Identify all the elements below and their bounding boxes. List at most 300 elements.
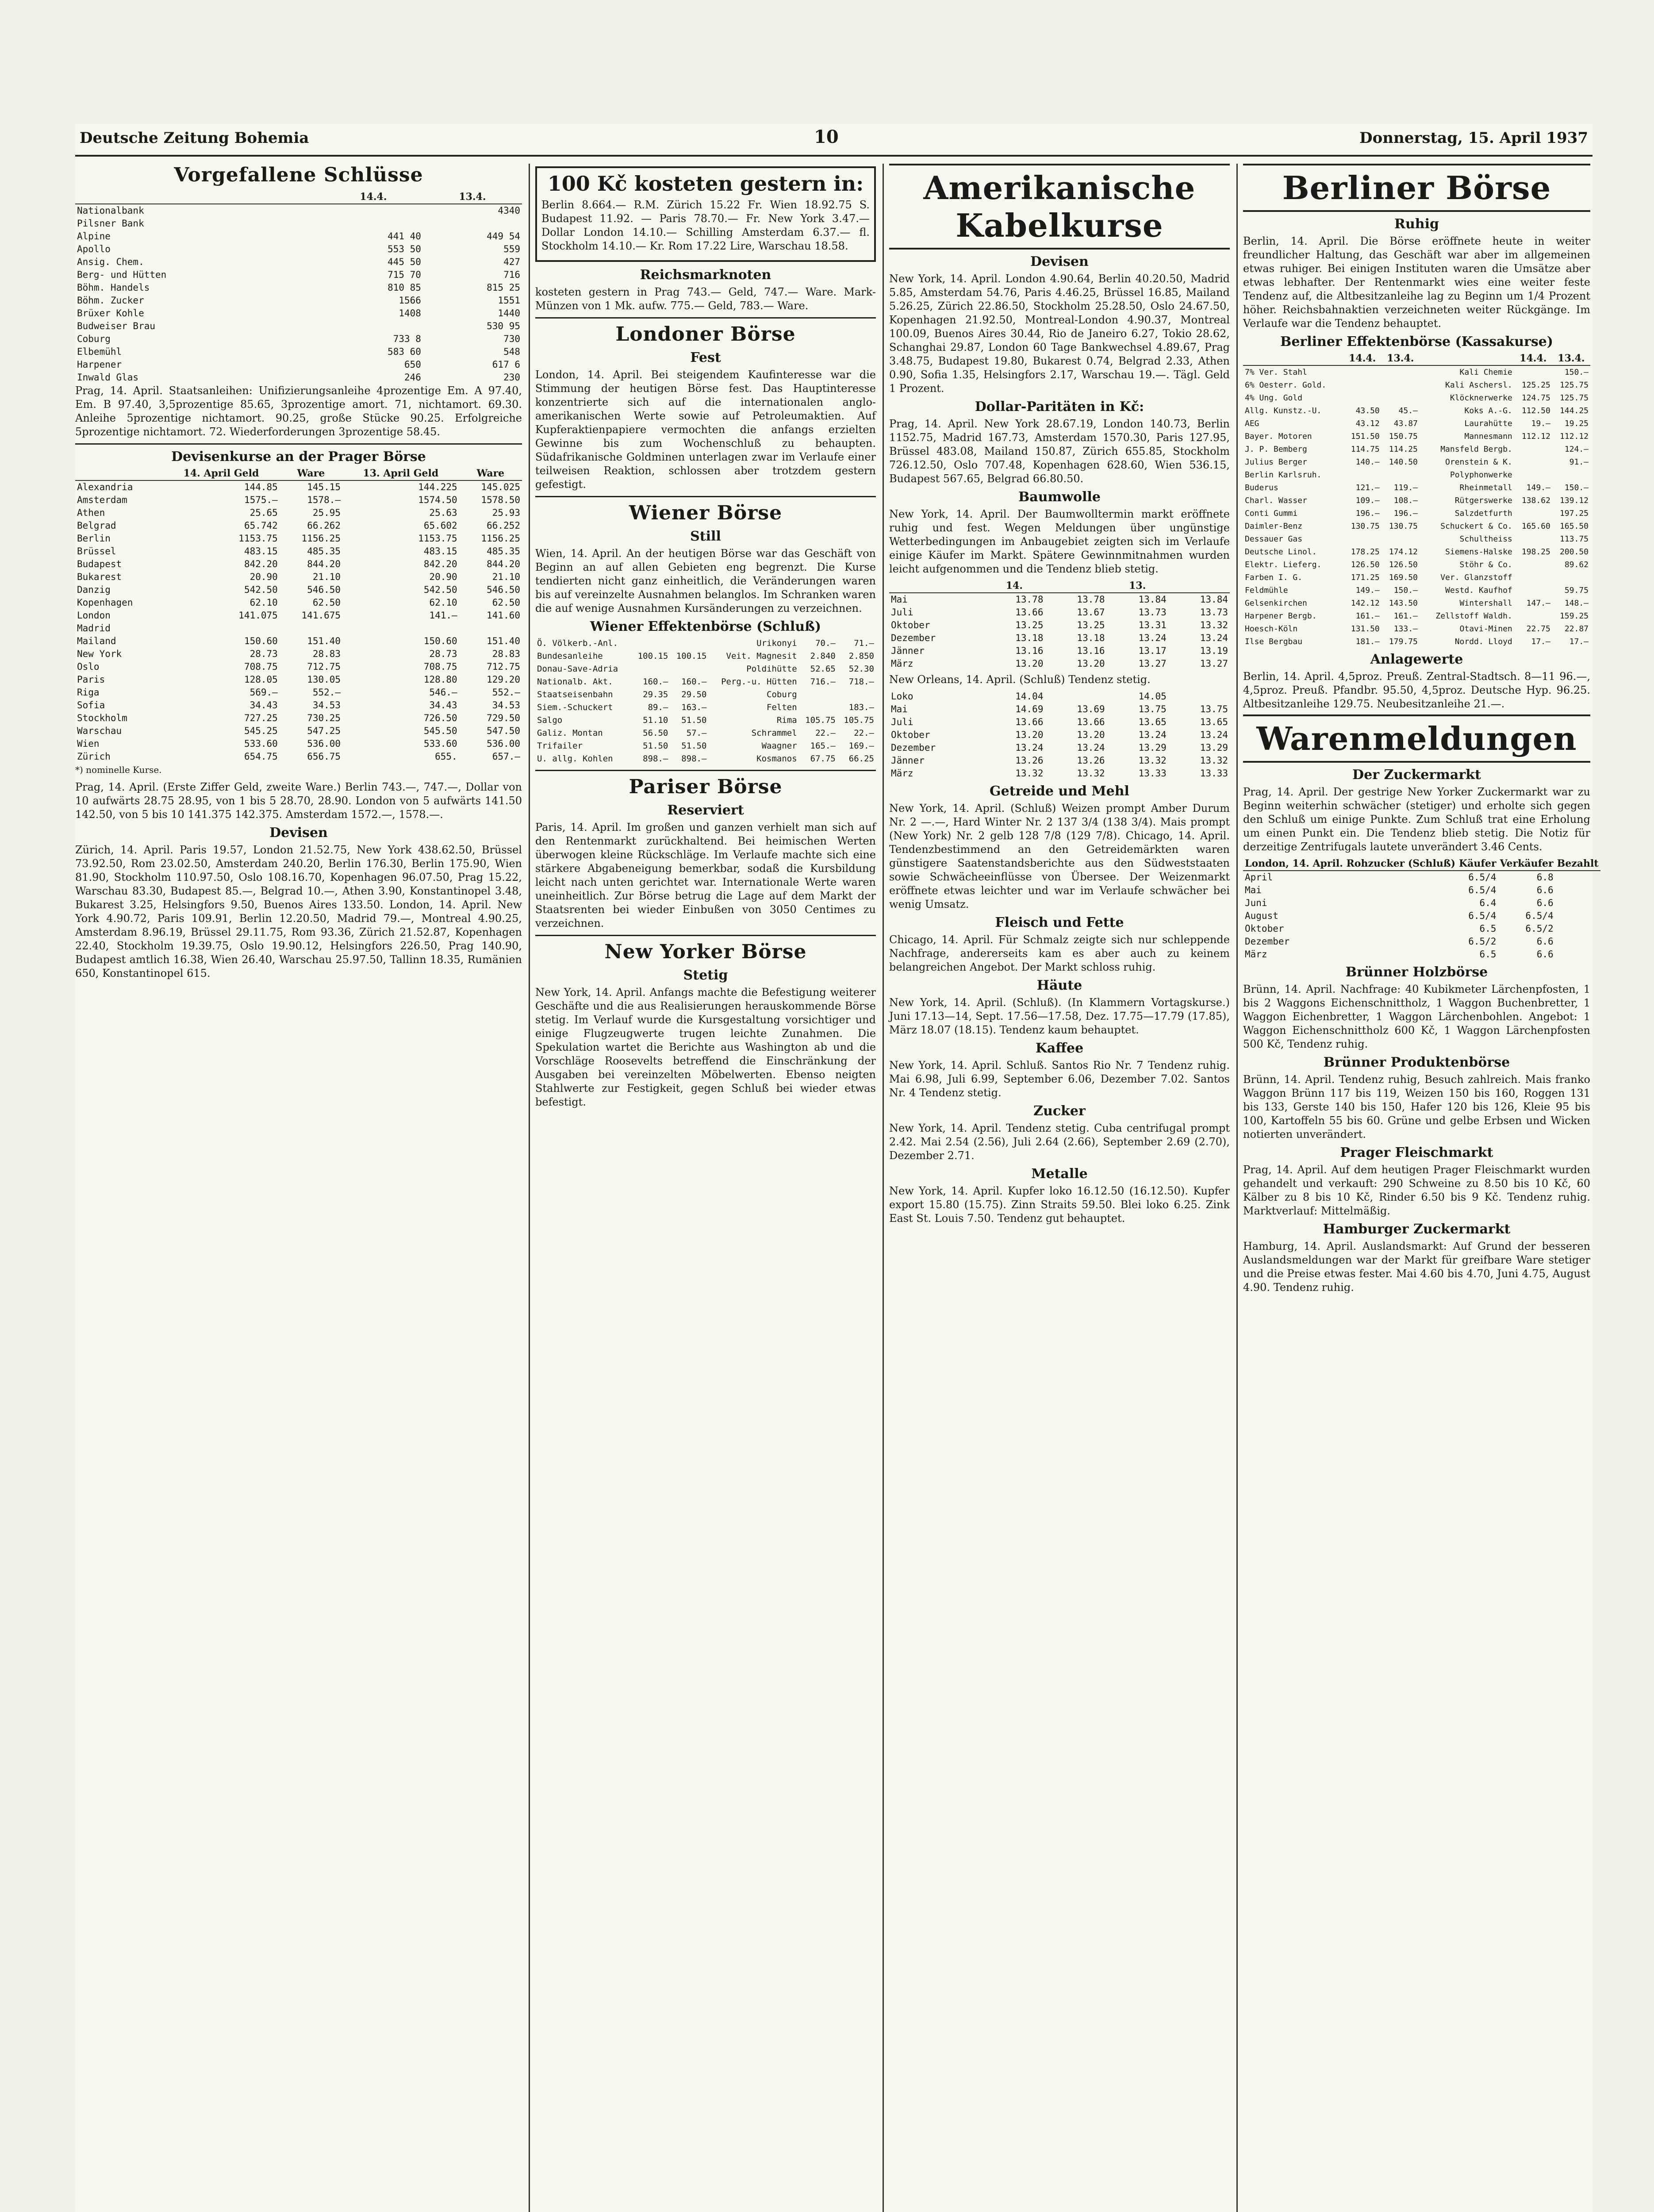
table-cell: Staatseisenbahn — [537, 690, 613, 699]
table-cell: Rütgerswerke — [1454, 496, 1512, 505]
table-cell: 51.50 — [681, 715, 707, 725]
table-row — [889, 754, 1230, 767]
table-row — [75, 217, 522, 230]
table-cell: 13.29 — [1200, 742, 1228, 753]
table-cell: Elektr. Lieferg. — [1245, 560, 1322, 569]
section-title-kaffee: Kaffee — [1035, 1041, 1084, 1056]
table-cell: 13.24 — [1200, 730, 1228, 740]
table-cell: 712.75 — [307, 661, 341, 672]
table-cell: 28.73 — [249, 649, 278, 659]
table-row — [1243, 635, 1590, 648]
table-cell: 165.— — [810, 741, 836, 751]
table-cell: Danzig — [77, 584, 111, 595]
table-cell: Paris — [77, 674, 105, 685]
pariser-subtitle: Reserviert — [667, 803, 744, 818]
table-cell: Klöcknerwerke — [1450, 393, 1512, 403]
table-cell: Böhm. Handels — [77, 282, 150, 293]
produktenboerse-text: Brünn, 14. April. Tendenz ruhig, Besuch zahlreich. Mais franko Waggon Brünn 117 bis 119, Weizen 150 bis 160, Roggen 131 bis 133, Gerste 140 bis 150, Hafer 120 bis 126, Kleie 95 bis 100, Kartoffeln 55 bis 60. Grüne und gelbe Erbsen und Wicken notierten unverändert. — [1243, 1073, 1590, 1141]
table-cell: Nordd. Lloyd — [1454, 637, 1512, 646]
table-cell: 150.60 — [244, 636, 278, 646]
table-cell: 112.50 — [1521, 406, 1550, 415]
section-title-anlagewerte: Anlagewerte — [1370, 652, 1463, 667]
table-cell: 150.— — [1564, 368, 1589, 377]
table-row — [1243, 456, 1590, 469]
table-cell — [631, 663, 670, 676]
table-cell: 1578.— — [307, 495, 341, 505]
table-cell: 483.15 — [423, 546, 457, 557]
issue-date: Donnerstag, 15. April 1937 — [1359, 129, 1588, 147]
table-row — [889, 632, 1230, 645]
table-cell: 183.— — [848, 703, 874, 712]
table-cell: 128.80 — [423, 674, 457, 685]
table-cell: Berg- und Hütten — [77, 269, 167, 280]
table-cell: 6.4 — [1479, 898, 1497, 908]
table-cell: 13.26 — [1077, 755, 1105, 766]
table-cell: 815 25 — [487, 282, 520, 293]
table-cell: 112.12 — [1521, 432, 1550, 441]
table-cell: 6.5/4 — [1468, 910, 1497, 921]
table-row — [535, 637, 876, 650]
table-cell: 70.— — [815, 638, 836, 648]
table-cell — [1514, 571, 1552, 584]
table-cell: Juni — [1245, 898, 1267, 908]
baumwolle-table: 14. 13. Mai 13.78 13.78 13.84 13.84 Juli 13.66 13.67 13.73 13.73 Oktober 13.25 13.25 13.31 13.32 Dezember 13.18 13.18 13.24 13.24 Jänner 13.16 13.16 13.17 13.19 März 13.20 13.20 13.27 13.27 — [889, 580, 1230, 670]
table-cell: 141.675 — [301, 610, 341, 621]
section-title-haeute: Häute — [1036, 978, 1082, 993]
table-row — [1243, 935, 1600, 948]
table-cell: 13.78 — [1015, 594, 1044, 605]
newspaper-page — [75, 124, 1599, 2212]
table-cell: 142.12 — [1351, 599, 1380, 608]
section-title-fleisch-fette: Fleisch und Fette — [995, 915, 1124, 930]
table-cell: 66.262 — [307, 520, 341, 531]
table-cell: 6.5 — [1479, 923, 1497, 934]
table-cell: 13.75 — [1200, 704, 1228, 714]
table-cell: 6.5 — [1479, 949, 1497, 960]
table-row — [1243, 910, 1600, 922]
table-row — [75, 558, 522, 571]
table-cell: 28.73 — [429, 649, 457, 659]
table-row — [1243, 443, 1590, 456]
table-row — [75, 737, 522, 750]
section-title-new-yorker-boerse: New Yorker Börse — [604, 941, 807, 963]
table-cell: Mannesmann — [1464, 432, 1512, 441]
page-number: 10 — [814, 127, 839, 147]
section-title-metalle: Metalle — [1031, 1166, 1088, 1182]
table-cell: Poldihütte — [746, 664, 797, 674]
divider — [535, 317, 876, 319]
table-cell: Stockholm — [77, 713, 127, 723]
table-cell: 733 8 — [393, 334, 421, 344]
table-cell: 1574.50 — [418, 495, 457, 505]
table-row — [75, 661, 522, 673]
table-cell: 13.16 — [1077, 645, 1105, 656]
table-row — [75, 622, 522, 635]
table-cell: Westd. Kaufhof — [1445, 586, 1512, 595]
table-row — [75, 333, 522, 346]
table-cell: 718.— — [848, 677, 874, 687]
table-cell: 144.85 — [244, 482, 278, 492]
table-cell: Donau-Save-Adria — [537, 664, 618, 674]
table-row — [75, 307, 522, 320]
table-cell: Elbemühl — [77, 346, 122, 357]
table-cell — [670, 663, 708, 676]
table-cell — [423, 217, 522, 230]
table-cell: März — [1245, 949, 1267, 960]
table-cell: 6.6 — [1536, 936, 1554, 947]
berliner-effekten-table: 14.4. 13.4. 14.4. 13.4. 7% Ver. Stahl Kali Chemie 150.— 6% Oesterr. Gold. Kali Aschersl. 125.25 125.75 4% Ung. Gold Klöcknerwerke 124.75 125.75 Allg. Kunstz.-U. 43.50 45.— Koks A.-G. 112.50 144.25 AEG 43.12 43.87 Laurahütte 19.— 19.25 Bayer. Motoren 151.50 150.75 Mannesmann 112.12 112.12 J. P. Bemberg 114.75 114.25 Mansfeld Bergb. 124.— Julius Berger 140.— 140.50 Orenstein & K. 91.— Berlin Karlsruh. Polyphonwerke Buderus 121.— 119.— Rheinmetall 149.— 150.— Charl. Wasser 109.— 108.— Rütgerswerke 138.62 139.12 Conti Gummi 196.— 196.— Salzdetfurth 197.25 Daimler-Benz 130.75 130.75 Schuckert & Co. 165.60 165.50 Dessauer Gas Schultheiss 113.75 Deutsche Linol. 178.25 174.12 Siemens-Halske 198.25 200.50 Elektr. Lieferg. 126.50 126.50 Stöhr & Co. 89.62 Farben I. G. 171.25 169.50 Ver. Glanzstoff Feldmühle 149.— 150.— Westd. Kaufhof 59.75 Gelsenkirchen 142.12 143.50 Wintershall 147.— 148.— Harpener Bergb. 161.— 161.— Zellstoff Waldh. 159.25 Hoesch-Köln 131.50 133.— Otavi-Minen 22.75 22.87 Ilse Bergbau 181.— 179.75 Nordd. Lloyd 17.— 17.— — [1243, 352, 1590, 648]
table-cell: Juli — [891, 607, 913, 618]
table-cell: 165.50 — [1559, 522, 1589, 531]
table-cell: 730 — [503, 334, 520, 344]
column-2 — [535, 164, 876, 2212]
table-cell: 160.— — [681, 677, 707, 687]
table-cell: Alexandria — [77, 482, 133, 492]
table-cell: Loko — [891, 691, 913, 702]
table-row — [889, 767, 1230, 780]
london-subtitle: Fest — [690, 350, 721, 365]
column-3 — [889, 164, 1230, 2212]
section-title-vorgefallene-schluesse: Vorgefallene Schlüsse — [174, 164, 423, 186]
table-cell: 25.63 — [429, 507, 457, 518]
table-cell: 52.30 — [848, 664, 874, 674]
table-cell: Apollo — [77, 244, 111, 254]
table-cell: 13.78 — [1077, 594, 1105, 605]
table-cell: 22.— — [815, 728, 836, 738]
table-cell: 20.90 — [249, 572, 278, 582]
table-cell: 25.95 — [312, 507, 341, 518]
table-cell: 140.— — [1355, 457, 1380, 467]
table-cell: 13.27 — [1138, 658, 1167, 669]
table-cell — [1552, 469, 1590, 481]
table-cell: Budapest — [77, 559, 122, 569]
table-cell: Ilse Bergbau — [1245, 637, 1303, 646]
divider — [535, 770, 876, 771]
table-cell: 200.50 — [1559, 547, 1589, 557]
table-row — [1243, 430, 1590, 443]
table-cell: 163.— — [681, 703, 707, 712]
table-cell: Oktober — [1245, 923, 1284, 934]
table-cell: Rheinmetall — [1459, 483, 1512, 492]
table-cell: 141.60 — [487, 610, 520, 621]
table-row — [75, 281, 522, 294]
table-row — [1243, 469, 1590, 481]
table-cell: 56.50 — [643, 728, 668, 738]
table-cell: 6.6 — [1536, 949, 1554, 960]
table-row — [75, 269, 522, 281]
table-cell: 727.25 — [244, 713, 278, 723]
table-row — [1243, 365, 1590, 379]
table-cell: Orenstein & K. — [1445, 457, 1512, 467]
table-cell — [1514, 507, 1552, 520]
table-cell — [837, 688, 876, 701]
table-cell: Otavi-Minen — [1459, 624, 1512, 634]
table-row — [535, 740, 876, 753]
table-cell: Alpine — [77, 231, 111, 242]
table-row — [535, 688, 876, 701]
table-cell: 25.65 — [249, 507, 278, 518]
table-cell: Ansig. Chem. — [77, 257, 144, 267]
table-row — [75, 294, 522, 307]
wiener-effekten-table — [535, 637, 876, 765]
table-cell: 130.75 — [1389, 522, 1418, 531]
table-cell: 1156.25 — [481, 533, 520, 544]
section-title-londoner-boerse: Londoner Börse — [615, 323, 796, 346]
kaffee-text: New York, 14. April. Schluß. Santos Rio Nr. 7 Tendenz ruhig. Mai 6.98, Juli 6.99, September 6.06, Dezember 7.02. Santos Nr. 4 Tendenz stetig. — [889, 1059, 1230, 1099]
table-cell: 810 85 — [388, 282, 421, 293]
table-cell: Conti Gummi — [1245, 509, 1298, 518]
table-cell: 13.26 — [1015, 755, 1044, 766]
table-cell: 13.32 — [1200, 755, 1228, 766]
table-cell: 546.50 — [487, 584, 520, 595]
banknoten-text: Prag, 14. April. (Erste Ziffer Geld, zweite Ware.) Berlin 743.—, 747.—, Dollar von 10 aufwärts 28.75 28.95, von 1 bis 5 28.70, 28.90. London von 5 aufwärts 141.50 142.50, von 5 bis 10 141.375 142.375. Amsterdam 1572.—, 1578.—. — [75, 781, 522, 821]
table-cell: 124.75 — [1521, 393, 1550, 403]
table-cell: 147.— — [1526, 599, 1550, 608]
table-cell: Berlin Karlsruh. — [1245, 470, 1322, 480]
table-cell: 617 6 — [492, 359, 520, 370]
table-cell: 657.— — [492, 751, 520, 762]
table-cell: Waagner — [761, 741, 797, 751]
table-cell: Mai — [891, 594, 908, 605]
table-cell: 105.75 — [805, 715, 836, 725]
table-row — [1243, 571, 1590, 584]
table-cell — [280, 622, 342, 635]
haeute-text: New York, 14. April. (Schluß). (In Klammern Vortagskurse.) Juni 17.13—14, Sept. 17.56—17.58, Dez. 17.75—17.79 (17.85), März 18.07 (18.15). Tendenz kaum behauptet. — [889, 996, 1230, 1036]
table-cell: 730.25 — [307, 713, 341, 723]
table-cell: 1575.— — [244, 495, 278, 505]
table-cell: Kopenhagen — [77, 597, 133, 608]
table-cell — [1382, 379, 1420, 392]
table-cell: 130.75 — [1351, 522, 1380, 531]
table-cell: Rima — [776, 715, 797, 725]
table-cell: 536.00 — [307, 738, 341, 749]
table-cell — [799, 688, 837, 701]
table-cell: 546.50 — [307, 584, 341, 595]
section-title-wiener-effekten: Wiener Effektenbörse (Schluß) — [590, 619, 821, 634]
table-cell: 13.32 — [1015, 768, 1044, 779]
table-cell — [342, 622, 459, 635]
table-cell: 174.12 — [1389, 547, 1418, 557]
table-row — [75, 699, 522, 712]
table-cell: 13.84 — [1138, 594, 1167, 605]
table-cell: 1578.50 — [481, 495, 520, 505]
table-cell: Kosmanos — [756, 754, 797, 764]
table-cell: 552.— — [312, 687, 341, 698]
table-cell: Kali Aschersl. — [1445, 380, 1512, 390]
table-cell: 13.65 — [1138, 717, 1167, 727]
table-row — [75, 648, 522, 661]
table-cell — [1514, 558, 1552, 571]
table-cell: 536.00 — [487, 738, 520, 749]
table-cell: Warschau — [77, 726, 122, 736]
section-title-baumwolle: Baumwolle — [1018, 489, 1101, 505]
table-cell: Mansfeld Bergb. — [1440, 445, 1512, 454]
table-cell: 150.60 — [423, 636, 457, 646]
staatsanleihen-text: Prag, 14. April. Staatsanleihen: Unifizierungsanleihe 4prozentige Em. A 97.40, Em. B 97.40, 3,5prozentige 85.65, 3prozentige amort. 71, nichtamort. 69.30. Anleihe 5prozentige nichtamort. 90.25, große Stücke 90.25. Erfolgreiche 5prozentige nichtamort. 72. Wiederforderungen 3prozentige 58.45. — [75, 384, 522, 438]
table-cell: Veit. Magnesit — [726, 651, 797, 661]
table-row — [889, 657, 1230, 670]
rohzucker-table: London, 14. April. Rohzucker (Schluß) Käufer Verkäufer Bezahlt April 6.5/4 6.8 Mai 6.5/4 6.6 Juni 6.4 6.6 August 6.5/4 6.5/4 Oktober 6.5 6.5/2 Dezember 6.5/2 6.6 März 6.5 6.6 — [1243, 857, 1600, 961]
table-cell: 126.50 — [1389, 560, 1418, 569]
table-cell: 542.50 — [244, 584, 278, 595]
table-cell: 51.10 — [643, 715, 668, 725]
table-cell: 17.— — [1531, 637, 1550, 646]
table-row — [75, 204, 522, 217]
table-cell: Felten — [767, 703, 797, 712]
table-cell: 6.5/2 — [1468, 936, 1497, 947]
table-row — [535, 663, 876, 676]
table-row — [75, 243, 522, 256]
section-title-fleischmarkt: Prager Fleischmarkt — [1340, 1145, 1493, 1160]
table-cell: 22.75 — [1526, 624, 1550, 634]
berliner-text: Berlin, 14. April. Die Börse eröffnete heute in weiter freundlicher Haltung, das Geschäft war aber im allgemeinen etwas ruhiger. Bei einigen Instituten waren die Umsätze aber etwas lebhafter. Der Rentenmarkt wies eine weiter feste Tendenz auf, die Altbesitzanleihe lag zu Beginn um 1/4 Prozent höher. Reichsbahnaktien verzeichneten weiter Rückgänge. Im Verlaufe war die Tendenz behauptet. — [1243, 235, 1590, 330]
devisen-note: *) nominelle Kurse. — [75, 764, 162, 775]
table-cell: 43.12 — [1355, 419, 1380, 428]
masthead — [75, 124, 1593, 157]
table-cell: 66.25 — [848, 754, 874, 764]
table-cell: Riga — [77, 687, 100, 698]
table-cell: 547.50 — [487, 726, 520, 736]
table-cell: 138.62 — [1521, 496, 1550, 505]
table-cell: Coburg — [767, 690, 797, 699]
table-cell: 197.25 — [1559, 509, 1589, 518]
table-cell: 13.32 — [1200, 620, 1228, 630]
table-cell: Ö. Völkerb.-Anl. — [537, 638, 618, 648]
table-cell: 6.6 — [1536, 885, 1554, 895]
table-row — [889, 690, 1230, 703]
table-cell: 2.840 — [810, 651, 836, 661]
table-cell: 4% Ung. Gold — [1245, 393, 1303, 403]
table-cell: 533.60 — [423, 738, 457, 749]
section-title-devisenkurse: Devisenkurse an der Prager Börse — [171, 449, 426, 465]
dollar-text: Prag, 14. April. New York 28.67.19, London 140.73, Berlin 1152.75, Madrid 167.73, Amsterdam 1570.30, Paris 127.95, Brüssel 483.08, Mailand 150.87, Zürich 655.85, Stockholm 726.12.50, Oslo 707.48, Kopenhagen 628.60, Wien 536.15, Budapest 567.65, Belgrad 66.80.50. — [889, 418, 1230, 485]
table-cell: 19.— — [1531, 419, 1550, 428]
table-cell — [1045, 690, 1106, 703]
table-cell: 13.31 — [1138, 620, 1167, 630]
table-row — [535, 701, 876, 714]
table-cell: 13.24 — [1138, 730, 1167, 740]
wiener-text: Wien, 14. April. An der heutigen Börse war das Geschäft von Beginn an auf allen Gebieten eng begrenzt. Die Kurse tendierten nicht ganz einheitlich, die Veränderungen waren bis auf vereinzelte Ausnahmen belanglos. Im Schranken waren die auf wenige Ausnahmen Kursänderungen zu verzeichnen. — [535, 547, 876, 614]
table-cell: Oktober — [891, 620, 930, 630]
table-cell: 62.10 — [249, 597, 278, 608]
table-cell: 13.24 — [1200, 633, 1228, 643]
table-cell: 51.50 — [643, 741, 668, 751]
table-cell: Nationalb. Akt. — [537, 677, 613, 687]
table-row — [1243, 481, 1590, 494]
holzboerse-text: Brünn, 14. April. Nachfrage: 40 Kubikmeter Lärchenpfosten, 1 bis 2 Waggons Eichenschnittholz, 1 Waggon Buchenbretter, 1 Waggon Eichenbretter, 1 Waggon Lärchenbohlen. Angebot: 1 Waggon Eichenschnittholz 600 Kč, 1 Waggon Lärchenpfosten 500 Kč, Tendenz ruhig. — [1243, 983, 1590, 1050]
table-cell: 583 60 — [388, 346, 421, 357]
table-cell: 13.17 — [1138, 645, 1167, 656]
table-cell: 13.66 — [1015, 717, 1044, 727]
table-cell: Dezember — [891, 742, 936, 753]
table-cell: August — [1245, 910, 1278, 921]
table-cell: 650 — [404, 359, 421, 370]
table-cell — [1382, 469, 1420, 481]
table-cell: 545.50 — [423, 726, 457, 736]
table-cell: 715 70 — [388, 269, 421, 280]
section-title-getreide: Getreide und Mehl — [990, 783, 1129, 799]
table-cell: Bayer. Motoren — [1245, 432, 1312, 441]
table-cell: 2.850 — [848, 651, 874, 661]
table-cell: Perg.-u. Hütten — [721, 677, 797, 687]
table-cell: Schuckert & Co. — [1440, 522, 1512, 531]
table-cell: 13.29 — [1138, 742, 1167, 753]
hamburger-zuckermarkt-text: Hamburg, 14. April. Auslandsmarkt: Auf Grund der besseren Auslandsmeldungen war der Markt für greifbare Ware stetiger und die Preise etwas fester. Mai 4.60 bis 4.70, Juni 4.75, August 4.90. Tendenz ruhig. — [1243, 1240, 1590, 1294]
kc-box-title: 100 Kč kosteten gestern in: — [547, 172, 864, 196]
table-cell: Stöhr & Co. — [1459, 560, 1512, 569]
table-cell: 246 — [404, 372, 421, 383]
table-cell: 143.50 — [1389, 599, 1418, 608]
table-row — [1243, 533, 1590, 545]
table-cell: 62.50 — [492, 597, 520, 608]
table-row — [889, 606, 1230, 619]
table-row — [1243, 392, 1590, 404]
table-cell: 65.742 — [244, 520, 278, 531]
table-cell: 842.20 — [244, 559, 278, 569]
wiener-subtitle: Still — [690, 529, 721, 544]
table-row — [1243, 507, 1590, 520]
table-cell: 150.— — [1393, 586, 1418, 595]
section-title-amerikanische-kabelkurse: Amerikanische Kabelkurse — [889, 164, 1230, 250]
table-row — [1243, 558, 1590, 571]
table-row — [1243, 379, 1590, 392]
table-cell: 179.75 — [1389, 637, 1418, 646]
table-cell: Athen — [77, 507, 105, 518]
table-row — [535, 727, 876, 740]
table-cell: 149.— — [1355, 586, 1380, 595]
table-row — [75, 686, 522, 699]
reichsmark-text: kosteten gestern in Prag 743.— Geld, 747.— Ware. Mark-Münzen von 1 Mk. aufw. 775.— Geld, 783.— Ware. — [535, 286, 876, 312]
table-cell: 441 40 — [388, 231, 421, 242]
table-cell: 13.75 — [1138, 704, 1167, 714]
table-cell: 141.075 — [238, 610, 278, 621]
table-row — [889, 716, 1230, 729]
table-cell: 22.— — [854, 728, 874, 738]
fleischmarkt-text: Prag, 14. April. Auf dem heutigen Prager Fleischmarkt wurden gehandelt und verkauft: 290 Schweine zu 8.50 bis 10 Kč, 60 Kälber zu 8 bis 10 Kč, Rinder 6.50 bis 9 Kč. Tendenz ruhig. Marktverlauf: Mittelmäßig. — [1243, 1164, 1590, 1217]
table-cell: 181.— — [1355, 637, 1380, 646]
table-row — [1243, 871, 1600, 884]
table-cell: Zellstoff Waldh. — [1435, 611, 1512, 621]
table-row — [1243, 884, 1600, 897]
table-row — [75, 519, 522, 532]
baumwolle-text: New York, 14. April. Der Baumwolltermin markt eröffnete ruhig und fest. Wegen Meldungen über ungünstige Wetterbedingungen im Anbaugebiet zeigten sich im Verlaufe einige Käufer im Markt. Spätere Gewinnmitnahmen wurden leicht aufgenommen und die Tendenz blieb stetig. — [889, 508, 1230, 575]
table-cell: 13.33 — [1138, 768, 1167, 779]
table-cell: Mailand — [77, 636, 116, 646]
table-cell: 144.225 — [418, 482, 457, 492]
table-cell: Pilsner Bank — [77, 218, 144, 229]
table-cell: Siemens-Halske — [1445, 547, 1512, 557]
devisen-text: Zürich, 14. April. Paris 19.57, London 21.52.75, New York 438.62.50, Brüssel 73.92.50, Rom 23.02.50, Amsterdam 240.20, Berlin 176.30, Berlin 175.90, Wien 81.90, Stockholm 110.97.50, Oslo 108.16.70, Kopenhagen 96.07.50, Prag 15.22, Warschau 83.30, Budapest 85.—, Belgrad 10.—, Athen 3.90, Konstantinopel 3.48, Bukarest 3.25, Helsingfors 9.50, Buenos Aires 133.50. London, 14. April. New York 4.90.72, Paris 109.91, Berlin 12.20.50, Madrid 79.—, Montreal 4.90.25, Amsterdam 8.96.19, Brüssel 29.11.75, Rom 93.36, Zürich 21.52.87, Kopenhagen 22.40, Stockholm 19.39.75, Oslo 19.90.12, Helsingfors 226.50, Prag 140.90, Budapest amtlich 16.38, Wien 26.40, Warschau 25.97.50, Tallinn 18.35, Rumänien 650, Konstantinopel 615. — [75, 844, 522, 979]
table-cell — [799, 701, 837, 714]
table-cell: 1408 — [399, 308, 421, 319]
table-cell: Harpener Bergb. — [1245, 611, 1317, 621]
table-cell: 844.20 — [487, 559, 520, 569]
table-cell — [1382, 365, 1420, 379]
table-cell: 129.20 — [487, 674, 520, 685]
table-cell: 6.8 — [1536, 872, 1554, 883]
table-cell: 13.27 — [1200, 658, 1228, 669]
table-cell: Mai — [891, 704, 908, 714]
table-cell: Coburg — [77, 334, 111, 344]
table-cell: 119.— — [1393, 483, 1418, 492]
table-cell: Galiz. Montan — [537, 728, 603, 738]
table-cell: Böhm. Zucker — [77, 295, 144, 306]
table-cell: 1153.75 — [418, 533, 457, 544]
section-title-reichsmarknoten: Reichsmarknoten — [640, 267, 771, 283]
table-row — [75, 230, 522, 243]
table-cell: 13.67 — [1077, 607, 1105, 618]
table-cell — [631, 637, 670, 650]
